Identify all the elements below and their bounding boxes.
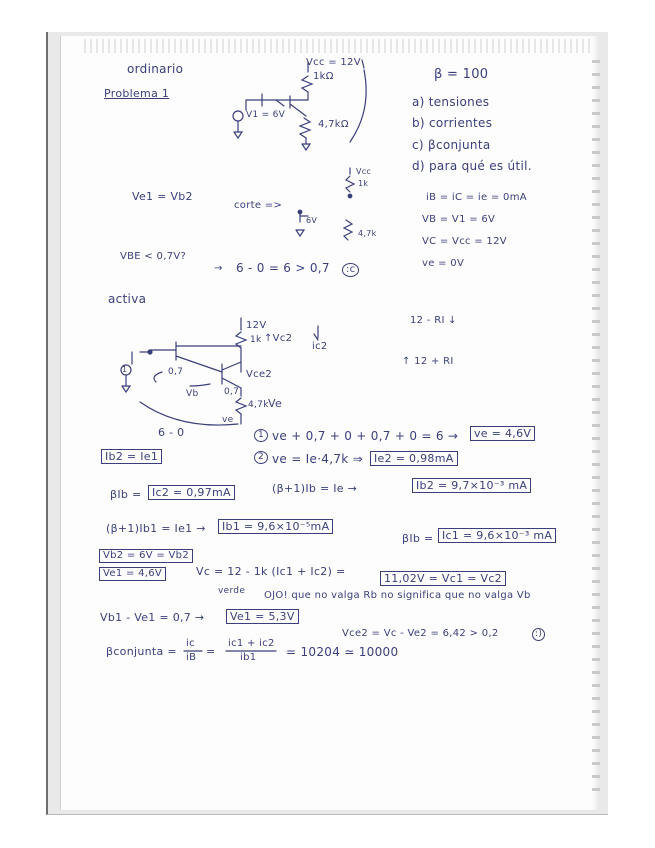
source-label: V1 = 6V <box>246 110 286 120</box>
bconj-label: βconjunta = <box>106 645 177 658</box>
bconj-f2-den: ib1 <box>240 652 257 663</box>
bconj-f2-num: ic1 + ic2 <box>228 638 275 649</box>
eq2-result: Ie2 = 0,98mA <box>370 451 458 466</box>
c2-ve: Ve <box>268 397 283 410</box>
eq1-marker: 1 <box>254 429 268 442</box>
question-d: d) para qué es útil. <box>412 159 532 173</box>
question-c: c) βconjunta <box>412 138 491 152</box>
r-bottom-label: 4,7kΩ <box>318 119 349 130</box>
problem-label: Problema 1 <box>104 87 170 100</box>
cutoff-currents: iB = iC = ie = 0mA <box>426 192 527 203</box>
page-title: ordinario <box>127 62 184 76</box>
vc-result: 11,02V = Vc1 = Vc2 <box>380 571 506 586</box>
c2-vce2-arrow: ↑Vc2 <box>264 333 293 344</box>
loop-note-2: ↑ 12 + RI <box>402 356 454 367</box>
cutoff-r1k: 1k <box>358 179 369 188</box>
corte-label: corte => <box>234 200 283 211</box>
cutoff-vcc: Vcc <box>356 167 372 176</box>
beta2-text: (β+1)Ib1 = Ie1 → <box>106 522 206 535</box>
cutoff-vc: VC = Vcc = 12V <box>422 236 507 247</box>
ve-equation: Ve1 = Vb2 <box>132 190 193 203</box>
vbe-result: 6 - 0 = 6 > 0,7 <box>236 261 330 275</box>
c2-r-bottom: 4,7k <box>248 400 269 410</box>
vbe-question: VBE < 0,7V? <box>120 251 187 262</box>
c2-six-zero: 6 - 0 <box>158 426 185 439</box>
smile-mark-1: :c <box>342 263 359 277</box>
beta1-text: (β+1)Ib = Ie → <box>272 482 358 495</box>
vcc-label: Vcc = 12V <box>306 57 361 68</box>
beta-value: β = 100 <box>434 67 489 82</box>
vce2-equation: Vce2 = Vc - Ve2 = 6,42 > 0,2 <box>342 628 499 639</box>
cutoff-vb: VB = V1 = 6V <box>422 214 496 225</box>
arrow-1: → <box>214 263 223 274</box>
bconj-result: = 10204 ≃ 10000 <box>286 645 399 659</box>
smile-mark-2: :) <box>532 628 545 641</box>
cutoff-6v: 6V <box>306 216 318 225</box>
verde-note: verde <box>218 586 246 596</box>
vc-equation: Vc = 12 - 1k (Ic1 + Ic2) = <box>196 565 346 578</box>
eq2-text: ve = Ie·4,7k ⇒ <box>272 452 364 466</box>
vb2-box: Vb2 = 6V = Vb2 <box>99 549 193 563</box>
ib1-box: Ib1 = 9,6×10⁻⁵mA <box>218 519 333 534</box>
ve1-box: Ve1 = 4,6V <box>99 567 166 581</box>
bconj-eq: = <box>206 645 216 658</box>
ib2-box: Ib2 = Ie1 <box>101 449 162 464</box>
cutoff-r47: 4,7k <box>358 229 377 238</box>
question-b: b) corrientes <box>412 116 493 130</box>
question-a: a) tensiones <box>412 95 490 109</box>
ve1-result: Ve1 = 5,3V <box>226 609 299 624</box>
ic2-box: Ic2 = 0,97mA <box>148 485 235 500</box>
c2-vb: Vb <box>186 389 199 399</box>
active-state: activa <box>108 292 147 306</box>
c2-vce2: Vce2 <box>246 369 273 380</box>
bib-text: βIb = <box>110 488 142 501</box>
bconj-f1-den: iB <box>186 652 197 663</box>
c2-vcc: 12V <box>246 320 267 331</box>
c2-q2-vbe: 0,7 <box>224 387 240 397</box>
ib2-result: Ib2 = 9,7×10⁻³ mA <box>412 478 531 493</box>
bib-b-text: βIb = <box>402 532 434 545</box>
c2-source: 1 <box>122 365 128 374</box>
eq1-text: ve + 0,7 + 0 + 0,7 + 0 = 6 → <box>272 429 459 443</box>
bconj-f1-num: ic <box>186 638 195 649</box>
r-top-label: 1kΩ <box>313 71 334 82</box>
c2-r-top: 1k <box>250 335 262 345</box>
ojo-note: OJO! que no valga Rb no significa que no valga Vb <box>264 590 531 601</box>
eq1-result: ve = 4,6V <box>470 426 535 441</box>
ic1-box: Ic1 = 9,6×10⁻³ mA <box>438 528 556 543</box>
loop-note-1: 12 - RI ↓ <box>410 315 457 326</box>
vb1-text: Vb1 - Ve1 = 0,7 → <box>100 611 205 624</box>
cutoff-ve: ve = 0V <box>422 258 465 269</box>
c2-ve-small: ve <box>222 415 234 425</box>
c2-ic2: ic2 <box>312 341 328 352</box>
c2-q1-vbe: 0,7 <box>168 367 184 377</box>
eq2-marker: 2 <box>254 451 268 464</box>
